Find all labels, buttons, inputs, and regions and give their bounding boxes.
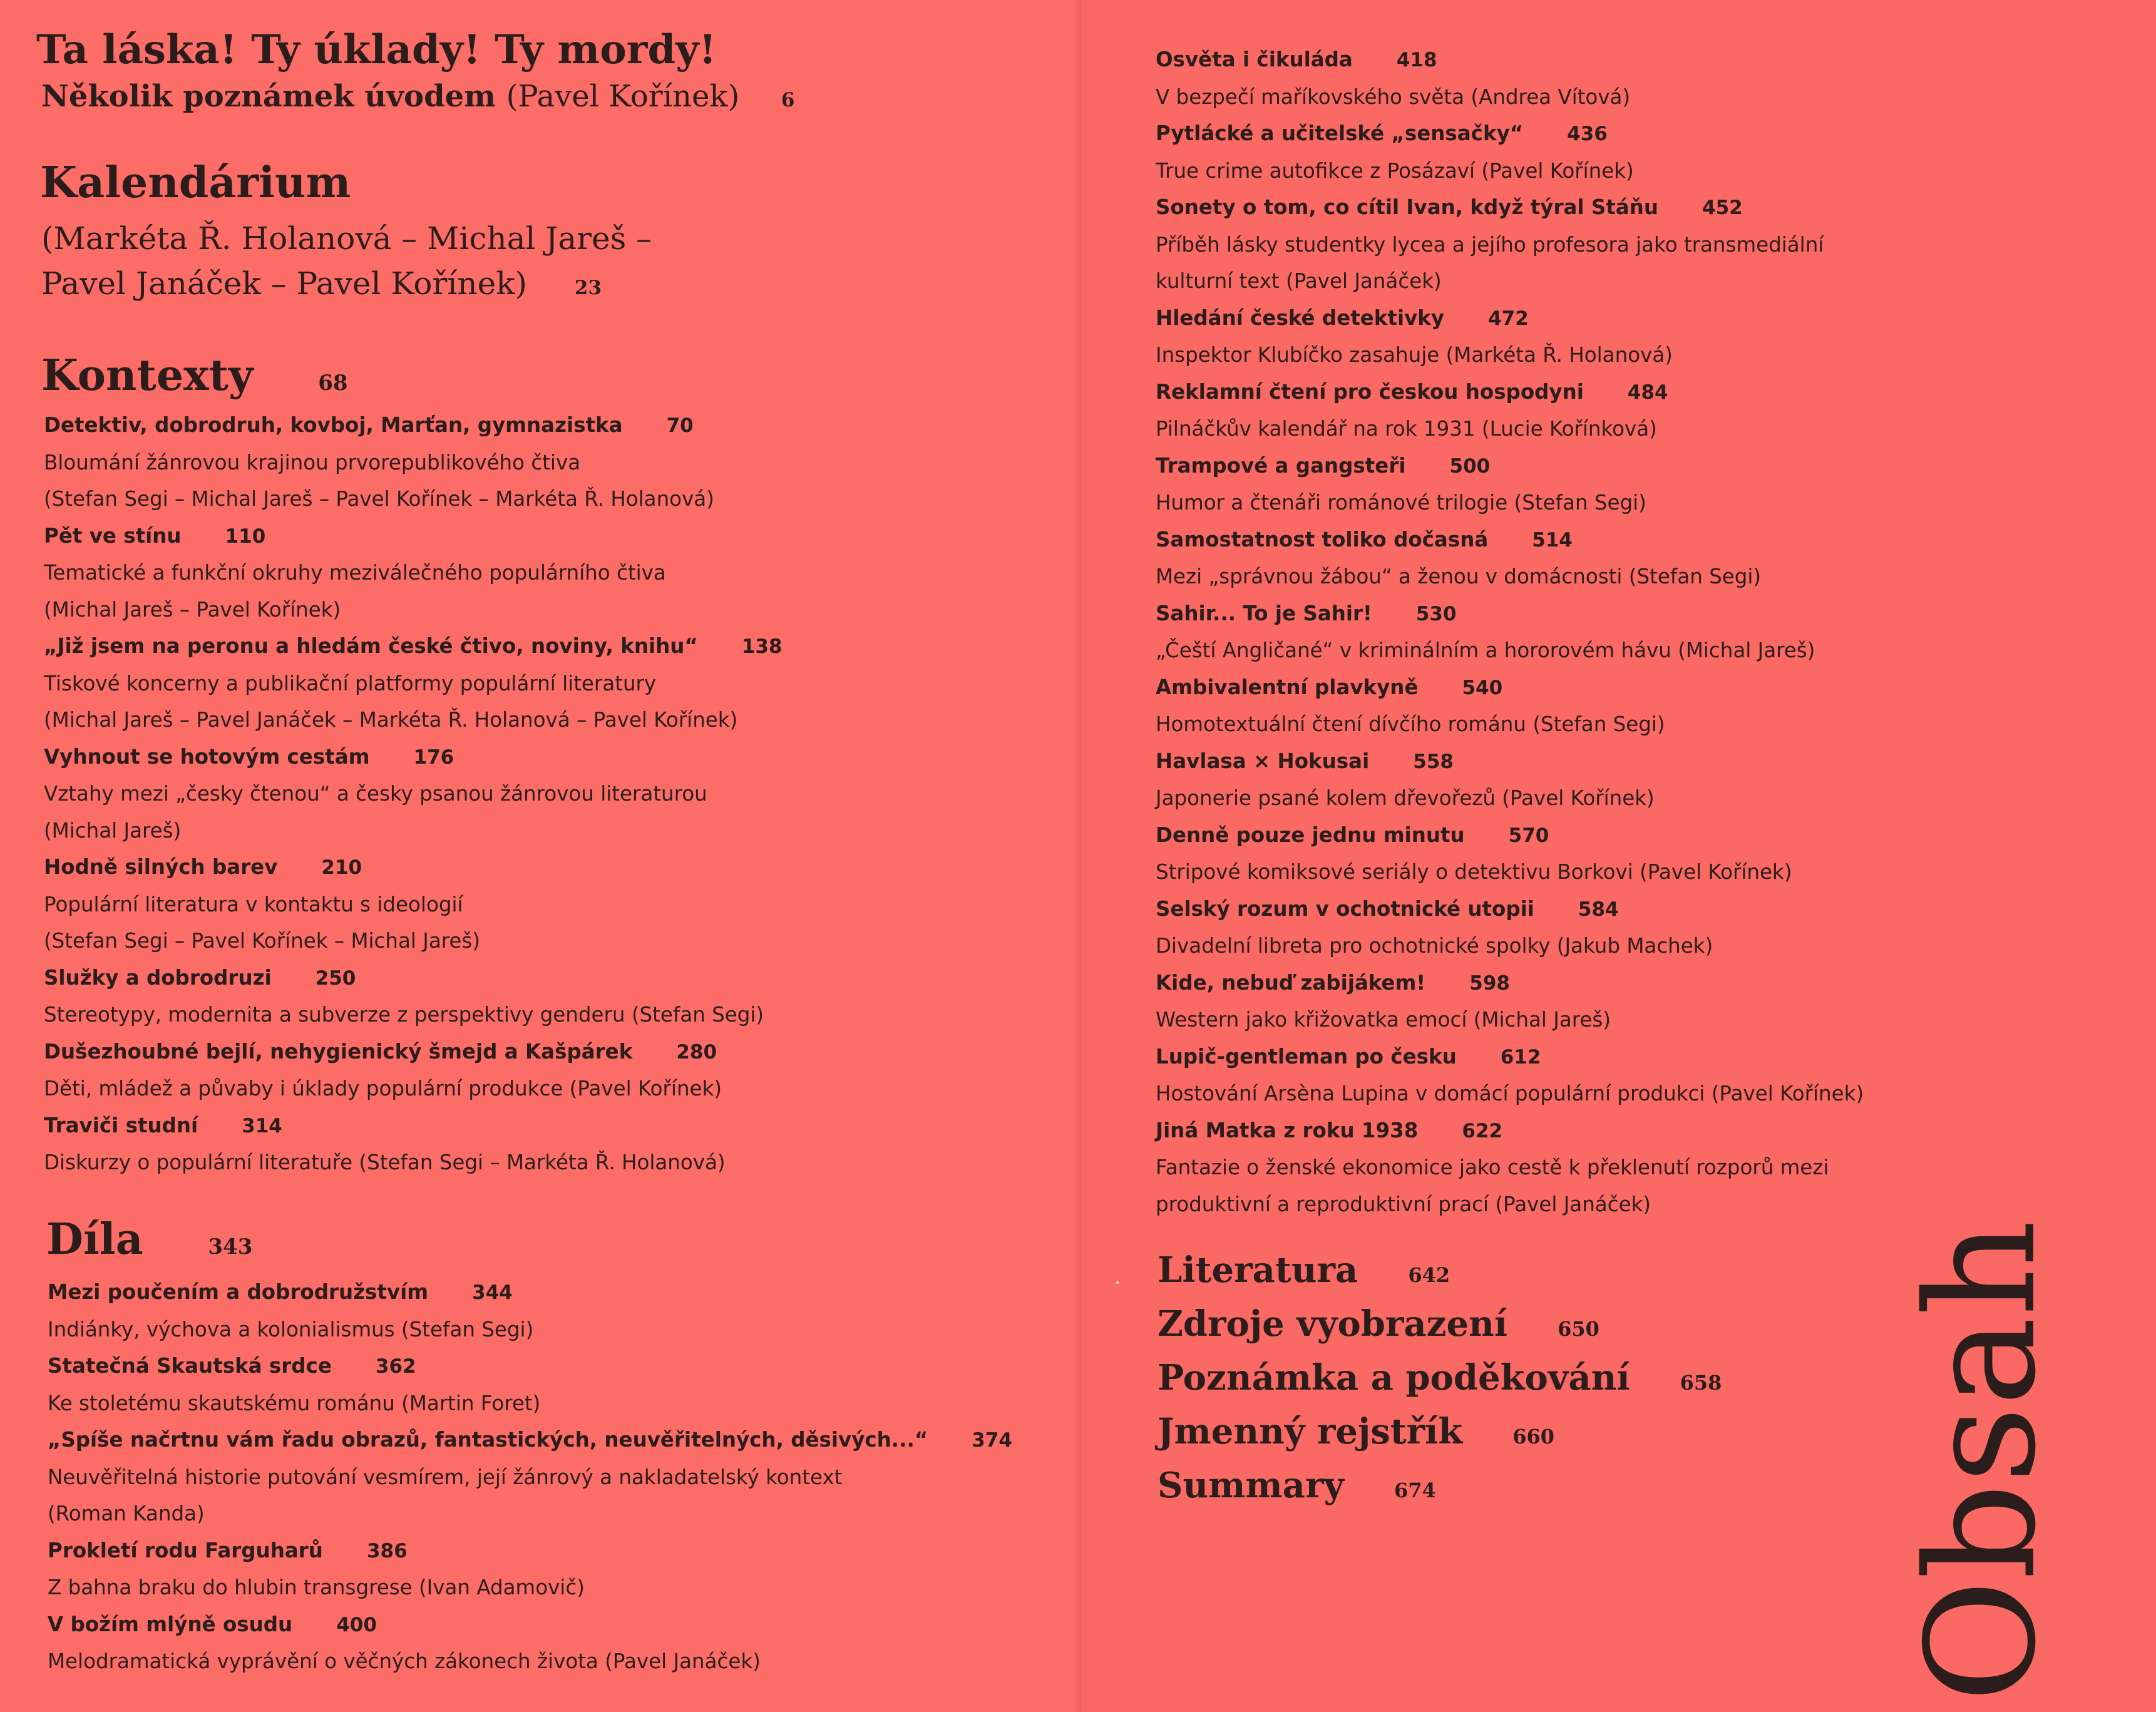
toc-entry-subtitle: Z bahna braku do hlubin transgrese (Ivan Adamovič): [48, 1576, 585, 1599]
toc-entry-title-text: Havlasa × Hokusai: [1156, 749, 1370, 773]
page-number: 500: [1449, 454, 1491, 478]
back-matter-title: Jmenný rejstřík: [1158, 1411, 1463, 1452]
toc-entry-subtitle: Hostování Arsèna Lupina v domácí populární produkci (Pavel Kořínek): [1156, 1082, 1864, 1105]
page-number: 472: [1488, 307, 1529, 330]
toc-entry-title: [48, 1348, 1012, 1385]
toc-entry-title: [1156, 743, 1864, 781]
page-number: 250: [315, 966, 356, 990]
toc-entry-subtitle: kulturní text (Pavel Janáček): [1156, 269, 1442, 293]
toc-entry-title: [48, 1422, 1012, 1459]
page-number: 210: [321, 856, 362, 879]
toc-entry-title: [1156, 1038, 1864, 1076]
page-number: 314: [242, 1114, 282, 1137]
toc-entry-title-text: Služky a dobrodruzi: [44, 965, 272, 990]
toc-entry-subtitle: Stripové komiksové seriály o detektivu Borkovi (Pavel Kořínek): [1156, 860, 1792, 884]
toc-entry-title-text: Denně pouze jednu minutu: [1156, 823, 1465, 847]
kalendarium-authors-line2: [41, 265, 602, 302]
toc-entry-title-text: Pět ve stínu: [44, 523, 182, 548]
page-number: 362: [375, 1355, 416, 1378]
page-number: 374: [972, 1429, 1012, 1452]
toc-entry-title: [1156, 891, 1864, 928]
toc-entry-title: [44, 407, 782, 444]
toc-entry-title-text: Lupič-gentleman po česku: [1156, 1044, 1457, 1069]
toc-entry-title-text: Jiná Matka z roku 1938: [1156, 1118, 1419, 1142]
toc-entry-subtitle: Populární literatura v kontaktu s ideologií: [44, 892, 463, 916]
kalendarium-authors-line1: (Markéta Ř. Holanová – Michal Jareš –: [41, 220, 652, 257]
page-number: 70: [666, 414, 694, 437]
toc-entry-subtitle: (Michal Jareš – Pavel Janáček – Markéta Ř. Holanová – Pavel Kořínek): [44, 708, 738, 732]
intro-subtitle-text: Několik poznámek úvodem: [41, 79, 496, 114]
toc-entry-title-text: Hodně silných barev: [44, 855, 278, 879]
page-number: 558: [1413, 750, 1454, 773]
toc-entry-title: [48, 1274, 1012, 1311]
toc-entry-title: [1156, 41, 1864, 79]
page-number: 343: [208, 1234, 253, 1259]
toc-entry-subtitle: Tiskové koncerny a publikační platformy populární literatury: [44, 671, 657, 695]
page-number: 658: [1680, 1371, 1722, 1395]
toc-entry-title: [1156, 189, 1864, 227]
page-number: 598: [1469, 971, 1510, 995]
back-matter-item: [1158, 1461, 1722, 1515]
page-number: 660: [1512, 1425, 1555, 1448]
toc-entry-subtitle: Fantazie o ženské ekonomice jako cestě k překlenutí rozporů mezi: [1156, 1156, 1829, 1179]
toc-entry-subtitle: Homotextuální čtení dívčího románu (Stefan Segi): [1156, 712, 1665, 736]
toc-entry-title: [1156, 965, 1864, 1002]
paper-speck: [1116, 1281, 1119, 1284]
toc-entry-subtitle: True crime autofikce z Posázaví (Pavel Kořínek): [1156, 158, 1634, 183]
toc-entry-subtitle: Příběh lásky studentky lycea a jejího profesora jako transmediální: [1156, 232, 1824, 257]
toc-entry-title-text: Trampové a gangsteři: [1156, 453, 1406, 478]
toc-entry-title-text: „Spíše načrtnu vám řadu obrazů, fantastických, neuvěřitelných, děsivých...“: [48, 1428, 928, 1452]
toc-entry-title-text: Ambivalentní plavkyně: [1156, 675, 1419, 699]
toc-entry-subtitle: Vztahy mezi „česky čtenou“ a česky psanou žánrovou literaturou: [44, 782, 707, 806]
page-number: 23: [574, 277, 602, 299]
page-number: 622: [1462, 1119, 1503, 1142]
page-number: 642: [1408, 1263, 1450, 1287]
back-matter-item: [1158, 1407, 1722, 1461]
toc-entry-title: [1156, 448, 1864, 485]
toc-entry-title-text: Mezi poučením a dobrodružstvím: [48, 1280, 429, 1304]
back-matter-title: Poznámka a poděkování: [1158, 1357, 1630, 1398]
page-number: 110: [225, 525, 266, 548]
toc-entry-title-text: Traviči studní: [44, 1113, 198, 1137]
toc-entry-subtitle: Diskurzy o populární literatuře (Stefan Segi – Markéta Ř. Holanová): [44, 1151, 726, 1174]
toc-entry-subtitle: Mezi „správnou žábou“ a ženou v domácnosti (Stefan Segi): [1156, 565, 1762, 588]
toc-entry-title-text: Vyhnout se hotovým cestám: [44, 744, 370, 769]
toc-entry-title: [44, 1107, 782, 1145]
toc-entry-title: [44, 739, 782, 776]
page-number: 386: [366, 1539, 408, 1562]
toc-entry-title: [1156, 374, 1864, 411]
toc-entry-title-text: Samostatnost toliko dočasná: [1156, 527, 1489, 551]
page-number: 530: [1415, 602, 1457, 625]
dila-continued-entry-list: [1156, 41, 1864, 1222]
toc-entry-title: [1156, 595, 1864, 633]
toc-entry-title-text: Reklamní čtení pro českou hospodyni: [1156, 379, 1584, 404]
dila-entry-list: [48, 1274, 1012, 1680]
toc-entry-subtitle: Humor a čtenáři románové trilogie (Stefan Segi): [1156, 491, 1646, 515]
toc-entry-title: [44, 1033, 782, 1071]
toc-entry-subtitle: (Stefan Segi – Michal Jareš – Pavel Kořínek – Markéta Ř. Holanová): [44, 487, 714, 511]
toc-entry-title-text: Kide, nebuď zabijákem!: [1156, 970, 1426, 995]
toc-entry-title-text: Dušezhoubné bejlí, nehygienický šmejd a Kašpárek: [44, 1039, 633, 1064]
toc-entry-subtitle: Bloumání žánrovou krajinou prvorepublikového čtiva: [44, 450, 581, 474]
toc-entry-subtitle: (Stefan Segi – Pavel Kořínek – Michal Jareš): [44, 929, 481, 953]
toc-entry-title-text: Detektiv, dobrodruh, kovboj, Marťan, gymnazistka: [44, 413, 623, 437]
intro-subtitle: [41, 79, 794, 114]
toc-entry-subtitle: „Čeští Angličané“ v kriminálním a hororovém hávu (Michal Jareš): [1156, 638, 1815, 662]
toc-entry-subtitle: Divadelní libreta pro ochotnické spolky (Jakub Machek): [1156, 934, 1713, 958]
page-number: 452: [1702, 197, 1743, 219]
toc-entry-title: [1156, 115, 1864, 153]
toc-entry-subtitle: Inspektor Klubíčko zasahuje (Markéta Ř. Holanová): [1156, 343, 1673, 367]
page-number: 514: [1532, 528, 1573, 551]
toc-entry-title-text: Pytlácké a učitelské „sensačky“: [1156, 121, 1524, 145]
page-number: 570: [1508, 824, 1549, 847]
toc-entry-title: [44, 628, 782, 665]
page-number: 344: [472, 1281, 513, 1304]
toc-entry-subtitle: Stereotypy, modernita a subverze z perspektivy genderu (Stefan Segi): [44, 1003, 764, 1027]
toc-entry-title-text: Selský rozum v ochotnické utopii: [1156, 896, 1534, 921]
page-number: 400: [336, 1613, 377, 1636]
toc-entry-title: [44, 849, 782, 886]
toc-entry-subtitle: (Michal Jareš): [44, 818, 182, 843]
toc-entry-title: [48, 1606, 1012, 1644]
page-number: 68: [318, 371, 348, 396]
page-number: 6: [781, 89, 795, 111]
toc-entry-subtitle: Ke stoletému skautskému románu (Martin Foret): [48, 1391, 541, 1415]
page-number: 280: [676, 1040, 717, 1064]
toc-entry-subtitle: (Roman Kanda): [48, 1502, 205, 1525]
toc-entry-title-text: Osvěta i čikuláda: [1156, 48, 1353, 71]
toc-entry-subtitle: Western jako křižovatka emocí (Michal Jareš): [1156, 1008, 1611, 1032]
toc-entry-subtitle: Děti, mládež a půvaby i úklady populární produkce (Pavel Kořínek): [44, 1077, 722, 1100]
toc-entry-title: [1156, 817, 1864, 854]
toc-entry-title: [48, 1532, 1012, 1570]
page-number: 650: [1558, 1317, 1599, 1341]
page-number: 176: [413, 746, 454, 769]
page-number: 540: [1462, 676, 1503, 699]
back-matter-list: [1158, 1246, 1722, 1515]
toc-entry-subtitle: Pilnáčkův kalendář na rok 1931 (Lucie Kořínková): [1156, 417, 1657, 441]
page-number: 418: [1396, 49, 1437, 71]
toc-entry-title: [1156, 1112, 1864, 1150]
kalendarium-authors-text: Pavel Janáček – Pavel Kořínek): [41, 265, 528, 302]
section-title-kalendarium: Kalendárium: [40, 158, 351, 208]
back-matter-item: [1158, 1353, 1722, 1407]
toc-entry-subtitle: Melodramatická vyprávění o věčných zákonech života (Pavel Janáček): [48, 1649, 761, 1673]
back-matter-title: Literatura: [1158, 1249, 1358, 1291]
toc-entry-subtitle: produktivní a reproduktivní prací (Pavel Janáček): [1156, 1192, 1651, 1216]
toc-entry-title-text: Sonety o tom, co cítil Ivan, když týral Stáňu: [1156, 195, 1659, 219]
toc-entry-subtitle: (Michal Jareš – Pavel Kořínek): [44, 597, 341, 622]
page-number: 484: [1627, 381, 1668, 404]
page-number: 138: [741, 635, 783, 658]
page-number: 584: [1578, 898, 1619, 921]
kontexty-entry-list: [44, 407, 782, 1181]
toc-entry-title: [1156, 521, 1864, 559]
toc-entry-subtitle: V bezpečí maříkovského světa (Andrea Vítová): [1156, 85, 1631, 109]
section-title-kontexty: [41, 351, 348, 401]
toc-entry-title: [44, 518, 782, 555]
toc-entry-title-text: Hledání české detektivky: [1156, 305, 1445, 330]
back-matter-title: Zdroje vyobrazení: [1158, 1303, 1508, 1345]
toc-entry-title: [44, 960, 782, 997]
toc-entry-title: [1156, 669, 1864, 707]
back-matter-item: [1158, 1246, 1722, 1299]
page-number: 674: [1394, 1479, 1436, 1502]
intro-author: (Pavel Kořínek): [506, 79, 740, 114]
toc-entry-subtitle: Neuvěřitelná historie putování vesmírem, její žánrový a nakladatelský kontext: [48, 1465, 843, 1489]
toc-entry-subtitle: Tematické a funkční okruhy meziválečného populárního čtiva: [44, 561, 666, 585]
back-matter-title: Summary: [1158, 1465, 1344, 1506]
back-matter-item: [1158, 1299, 1722, 1353]
section-title-text: Kontexty: [41, 351, 254, 401]
toc-entry-subtitle: Indiánky, výchova a kolonialismus (Stefan Segi): [48, 1317, 534, 1341]
page-number: 612: [1500, 1045, 1541, 1069]
intro-title: Ta láska! Ty úklady! Ty mordy!: [36, 26, 717, 73]
toc-entry-title-text: Prokletí rodu Farguharů: [48, 1538, 323, 1562]
toc-entry-title-text: V božím mlýně osudu: [48, 1612, 293, 1636]
show-through-text: [1778, 56, 1789, 110]
page-number: 436: [1567, 123, 1608, 145]
section-title-text: Díla: [46, 1214, 143, 1264]
vertical-heading-obsah: Obsah: [1894, 1219, 2069, 1703]
toc-entry-title-text: „Již jsem na peronu a hledám české čtivo, noviny, knihu“: [44, 634, 698, 658]
toc-entry-title-text: Statečná Skautská srdce: [48, 1354, 332, 1378]
section-title-dila: [46, 1214, 252, 1264]
toc-entry-title-text: Sahir... To je Sahir!: [1156, 601, 1372, 625]
toc-entry-subtitle: Japonerie psané kolem dřevořezů (Pavel Kořínek): [1156, 786, 1655, 810]
toc-entry-title: [1156, 300, 1864, 337]
